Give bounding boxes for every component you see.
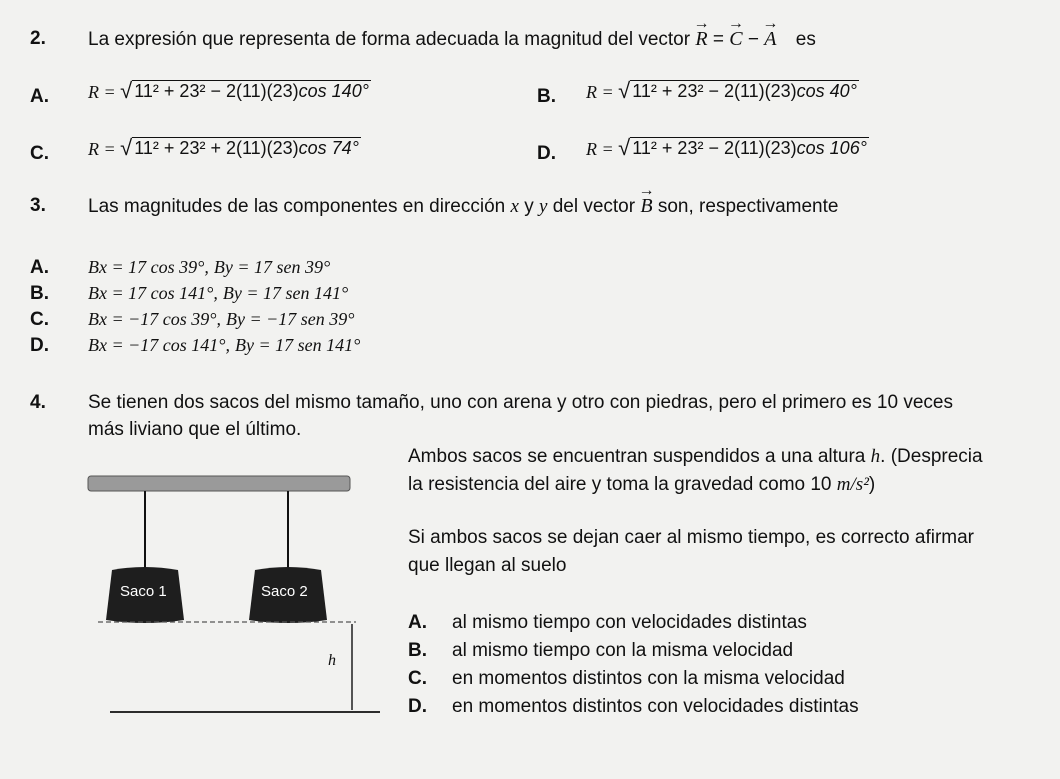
trig-term: cos 40° [796,81,857,101]
q4-option-d-letter[interactable]: D. [408,696,427,717]
q2-tail: es [795,29,816,50]
q4-paragraph1-line1 [408,446,983,468]
bx-term: Bx = 17 cos 39°, [88,257,209,277]
q4-option-b-text[interactable]: al mismo tiempo con la misma velocidad [452,640,794,661]
radicand: 11² + 23² − 2(11)(23) [632,81,797,101]
by-term: By = 17 sen 141° [222,283,349,303]
q3-number: 3. [30,195,46,216]
p1-h: h [870,446,881,467]
by-term: By = 17 sen 39° [213,257,331,277]
q2-option-b-letter[interactable]: B. [537,86,556,107]
formula-prefix: R = [88,82,121,102]
by-term: By = −17 sen 39° [226,309,355,329]
q4-paragraph2-line1: Si ambos sacos se dejan caer al mismo tiempo, es correcto afirmar [408,527,974,548]
q4-option-d-text[interactable]: en momentos distintos con velocidades distintas [452,696,859,717]
vector-a: → A [764,28,776,51]
q4-option-a-letter[interactable]: A. [408,612,427,633]
radicand: 11² + 23² − 2(11)(23) [134,81,299,101]
q4-number: 4. [30,392,46,413]
sacks-figure [0,0,420,779]
q2-option-d-formula[interactable] [586,137,869,160]
q2-eq: = [712,29,724,50]
by-term: By = 17 sen 141° [235,335,361,355]
q4-option-b-letter[interactable]: B. [408,640,427,661]
bx-term: Bx = −17 cos 39°, [88,309,221,329]
sqrt: √ 11² + 23² − 2(11)(23)cos 140° [120,78,369,103]
q3-option-c-letter[interactable]: C. [30,309,49,330]
p1-unit: m/s² [836,474,869,495]
trig-term: cos 74° [298,138,359,158]
q3-option-d-letter[interactable]: D. [30,335,49,356]
q2-minus: − [747,29,759,50]
formula-prefix: R = [88,139,121,159]
q4-paragraph1-line2 [408,474,875,496]
sqrt: √ 11² + 23² − 2(11)(23)cos 106° [618,135,867,160]
q2-option-c-letter[interactable]: C. [30,143,49,164]
q2-option-a-letter[interactable]: A. [30,86,49,107]
q4-line2: más liviano que el último. [88,419,302,440]
support-beam [88,476,350,491]
p1-text-c: la resistencia del aire y toma la gravedad como 10 [408,474,832,495]
sqrt: √ 11² + 23² − 2(11)(23)cos 40° [618,78,857,103]
sack-2-label: Saco 2 [261,583,308,600]
q2-option-b-formula[interactable] [586,80,859,103]
formula-prefix: R = [586,139,619,159]
vector-b: → B [640,195,652,218]
q4-option-c-letter[interactable]: C. [408,668,427,689]
q4-option-c-text[interactable]: en momentos distintos con la misma velocidad [452,668,845,689]
q3-y: y [538,196,548,217]
radicand: 11² + 23² + 2(11)(23) [134,138,299,158]
q4-option-a-text[interactable]: al mismo tiempo con velocidades distintas [452,612,807,633]
sack-1-label: Saco 1 [120,583,167,600]
q3-option-a-letter[interactable]: A. [30,257,49,278]
q3-x: x [510,196,519,217]
q3-stem-c: son, respectivamente [657,196,839,217]
q3-stem-b: del vector [552,196,636,217]
p1-text-d: ) [868,474,876,495]
trig-term: cos 106° [796,138,867,158]
formula-prefix: R = [586,82,619,102]
bx-term: Bx = −17 cos 141°, [88,335,230,355]
p1-text-b: . (Desprecia [880,446,983,467]
q2-option-d-letter[interactable]: D. [537,143,556,164]
vector-r: → R [695,28,707,51]
height-label: h [328,652,336,669]
q3-stem-a: Las magnitudes de las componentes en dirección [88,196,506,217]
q2-stem: La expresión que representa de forma adecuada la magnitud del vector [88,29,691,50]
q4-paragraph2-line2: que llegan al suelo [408,555,567,576]
sqrt: √ 11² + 23² + 2(11)(23)cos 74° [120,135,359,160]
bx-term: Bx = 17 cos 141°, [88,283,218,303]
q4-line1: Se tienen dos sacos del mismo tamaño, uno con arena y otro con piedras, pero el primero es 10 veces [88,392,953,413]
q3-option-b-letter[interactable]: B. [30,283,49,304]
radicand: 11² + 23² − 2(11)(23) [632,138,797,158]
q2-number: 2. [30,28,46,49]
vector-c: → C [729,28,742,51]
q3-and: y [524,196,534,217]
trig-term: cos 140° [298,81,369,101]
p1-text-a: Ambos sacos se encuentran suspendidos a una altura [408,446,866,467]
